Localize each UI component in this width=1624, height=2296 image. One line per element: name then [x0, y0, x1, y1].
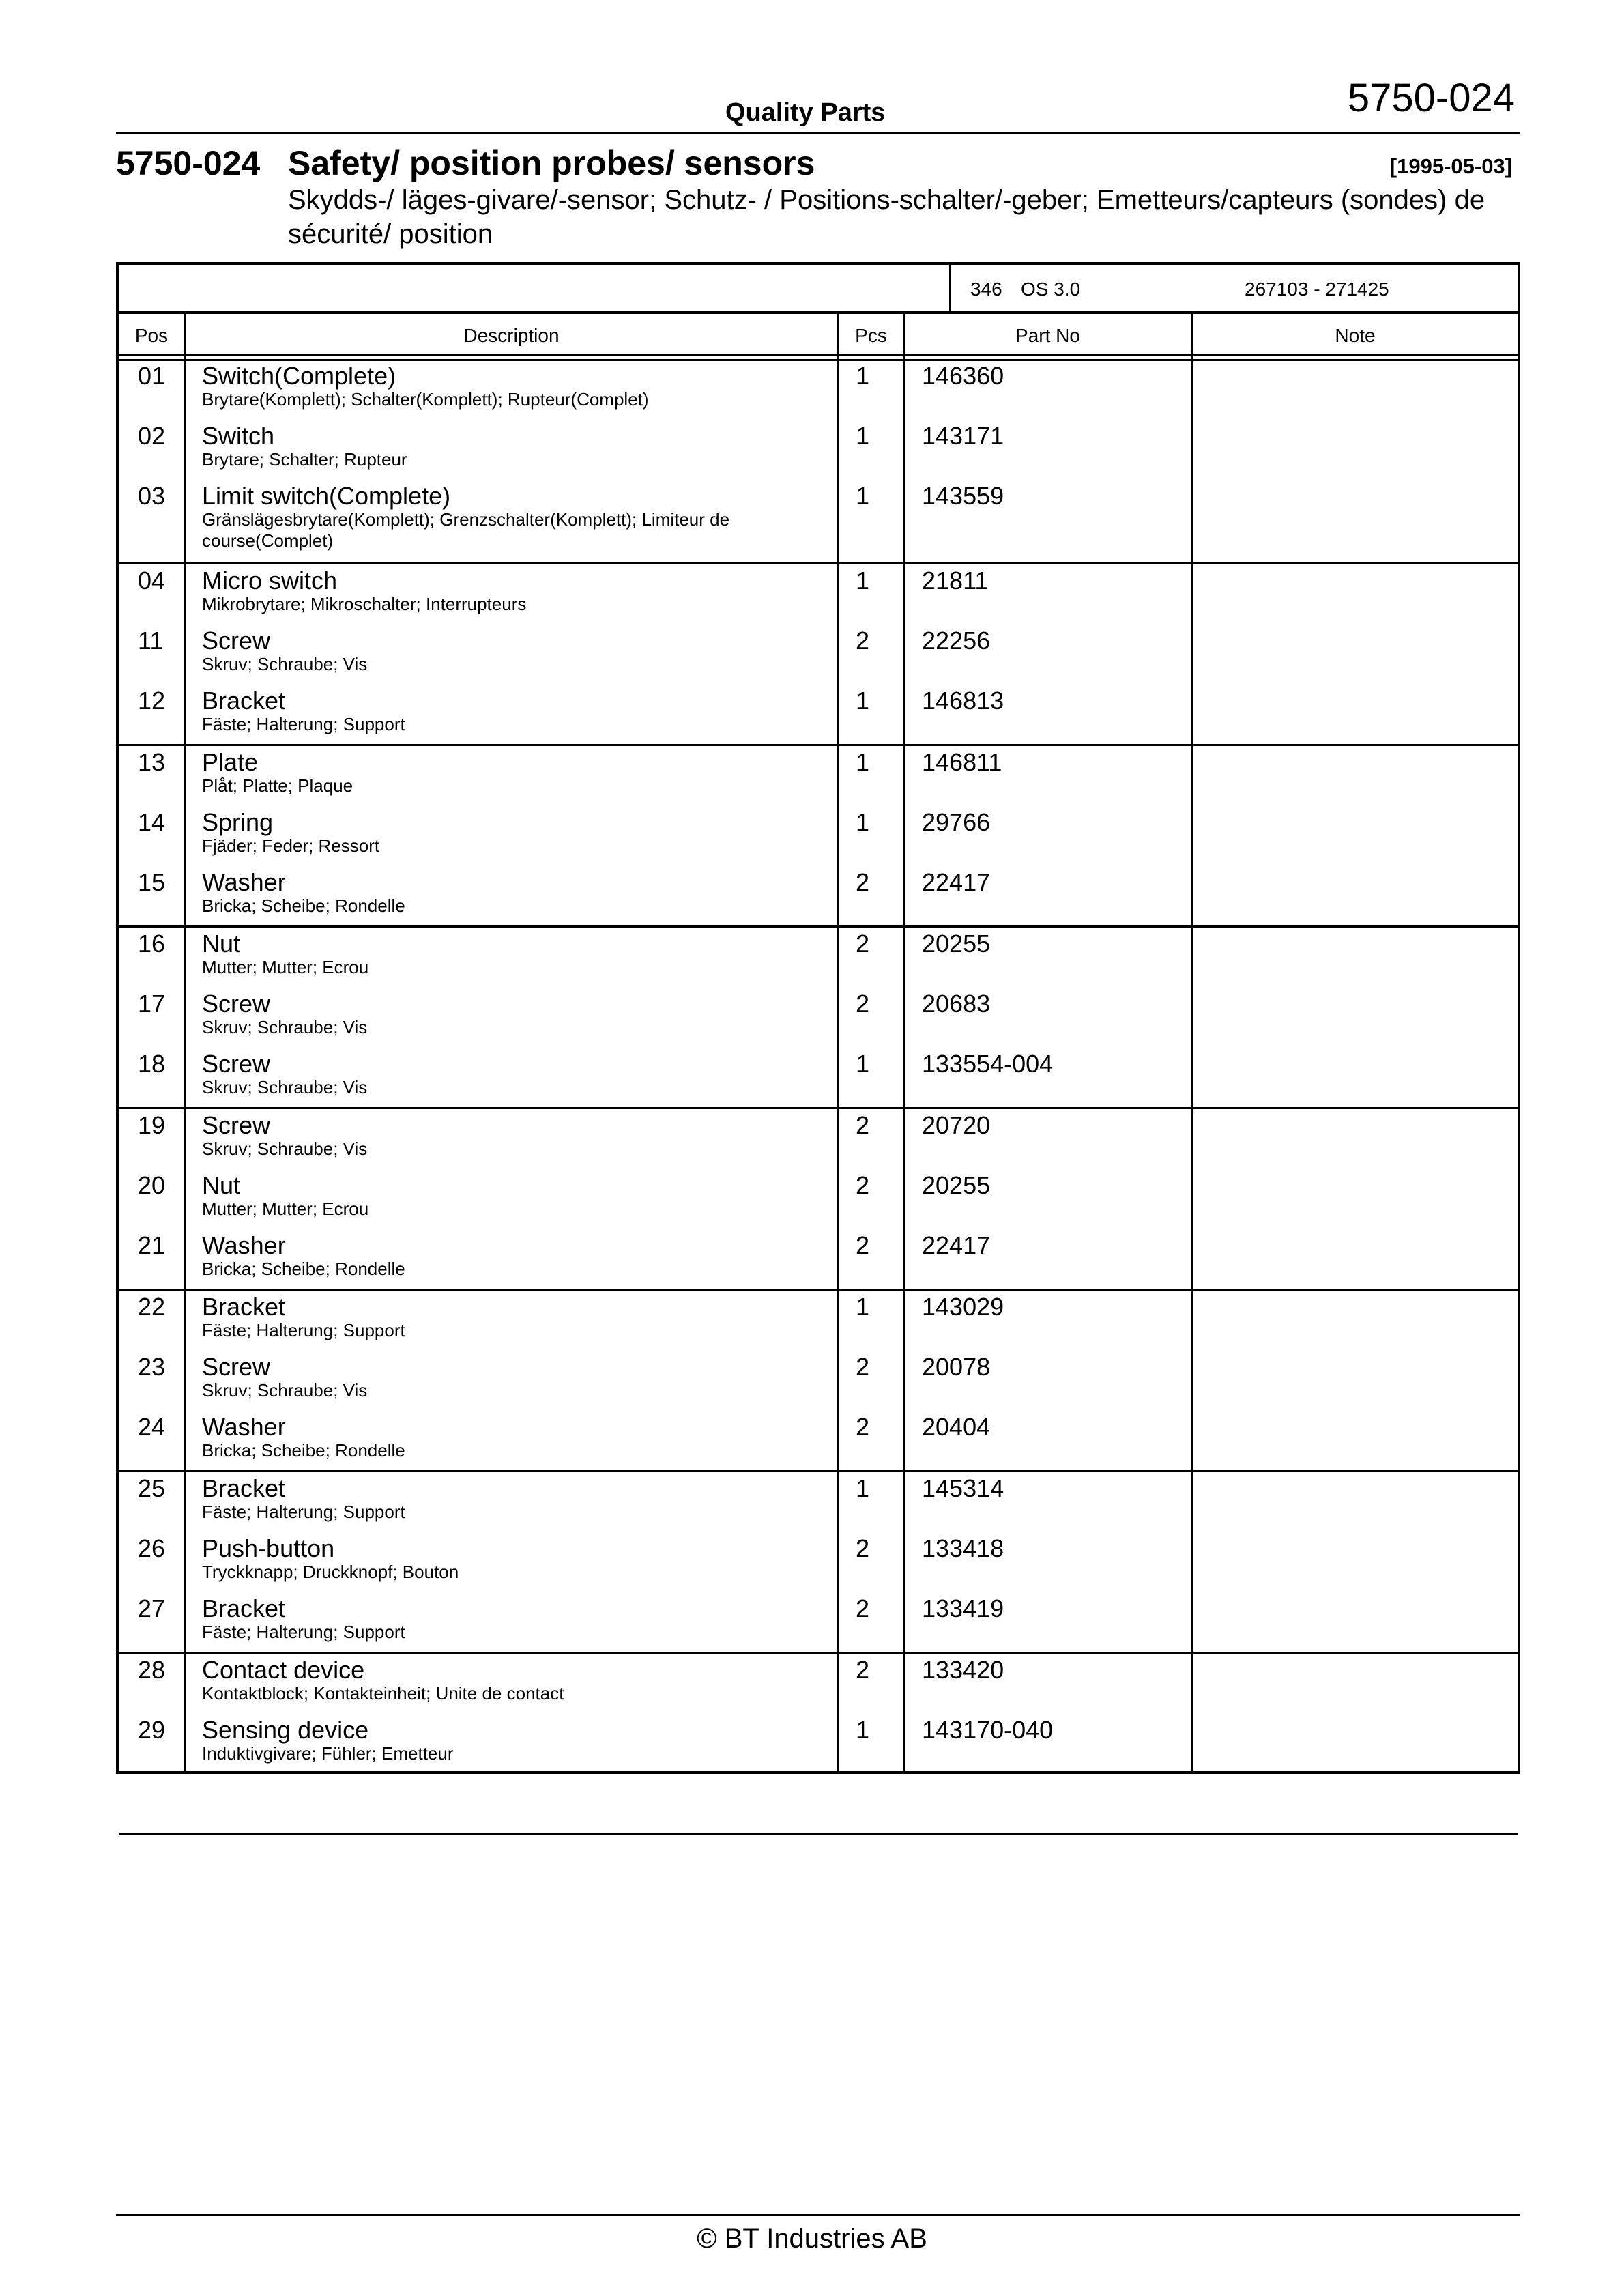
table-row — [119, 1656, 1518, 1716]
row-part-no: 20255 — [922, 930, 991, 958]
table-row — [119, 748, 1518, 808]
row-pcs: 2 — [856, 1656, 870, 1684]
row-description: Screw — [202, 627, 271, 655]
row-translation: Gränslägesbrytare(Komplett); Grenzschalter(Komplett); Limiteur de course(Complet) — [202, 509, 730, 551]
row-translation: Induktivgivare; Fühler; Emetteur — [202, 1743, 454, 1764]
table-row — [119, 1171, 1518, 1231]
table-row — [119, 1594, 1518, 1654]
group-rule — [119, 562, 1518, 564]
row-pcs: 1 — [856, 748, 870, 776]
row-part-no: 133418 — [922, 1534, 1004, 1562]
row-pos: 29 — [138, 1716, 166, 1744]
row-translation: Brytare(Komplett); Schalter(Komplett); Rupteur(Complet) — [202, 389, 649, 410]
row-part-no: 20683 — [922, 990, 991, 1018]
row-pcs: 1 — [856, 422, 870, 450]
row-pcs: 2 — [856, 990, 870, 1018]
row-description: Push-button — [202, 1534, 335, 1562]
row-pcs: 1 — [856, 1050, 870, 1078]
table-row — [119, 1474, 1518, 1534]
section-title: Safety/ position probes/ sensors — [288, 144, 815, 182]
row-translation: Fjäder; Feder; Ressort — [202, 835, 380, 856]
row-pcs: 2 — [856, 1171, 870, 1199]
row-translation: Plåt; Platte; Plaque — [202, 775, 353, 796]
table-row — [119, 422, 1518, 482]
row-translation: Brytare; Schalter; Rupteur — [202, 449, 407, 470]
row-pcs: 1 — [856, 566, 870, 594]
table-row — [119, 566, 1518, 627]
row-description: Nut — [202, 930, 241, 958]
row-description: Washer — [202, 1231, 286, 1259]
table-row — [119, 868, 1518, 928]
row-pos: 01 — [138, 362, 166, 390]
table-row — [119, 1716, 1518, 1776]
header-note: Note — [1335, 325, 1376, 346]
table-row — [119, 687, 1518, 747]
header-rule — [119, 354, 1518, 356]
row-description: Spring — [202, 808, 274, 836]
header-pos: Pos — [134, 325, 169, 346]
table-row — [119, 1231, 1518, 1291]
row-part-no: 20720 — [922, 1111, 991, 1139]
row-description: Plate — [202, 748, 259, 776]
row-part-no: 133420 — [922, 1656, 1004, 1684]
row-pos: 28 — [138, 1656, 166, 1684]
row-part-no: 146811 — [922, 748, 1002, 776]
row-description: Washer — [202, 868, 286, 896]
info-model: 346 — [970, 278, 1002, 300]
row-part-no: 133419 — [922, 1594, 1004, 1622]
row-description: Switch — [202, 422, 275, 450]
info-os: OS 3.0 — [1021, 278, 1081, 300]
row-translation: Mutter; Mutter; Ecrou — [202, 1199, 369, 1219]
row-description: Screw — [202, 1050, 271, 1078]
table-row — [119, 1111, 1518, 1171]
row-translation: Bricka; Scheibe; Rondelle — [202, 895, 405, 916]
row-pcs: 1 — [856, 808, 870, 836]
info-divider — [949, 265, 951, 311]
row-description: Limit switch(Complete) — [202, 482, 451, 510]
row-pos: 16 — [138, 930, 166, 958]
row-part-no: 146360 — [922, 362, 1004, 390]
row-translation: Skruv; Schraube; Vis — [202, 1138, 368, 1159]
row-translation: Bricka; Scheibe; Rondelle — [202, 1259, 405, 1279]
section-date: [1995-05-03] — [1389, 154, 1512, 178]
row-part-no: 21811 — [922, 566, 989, 594]
header-page-code: 5750-024 — [1347, 76, 1515, 120]
row-part-no: 146813 — [922, 687, 1004, 715]
header-part-no: Part No — [1015, 325, 1080, 346]
row-pcs: 2 — [856, 1231, 870, 1259]
row-pos: 19 — [138, 1111, 166, 1139]
row-translation: Skruv; Schraube; Vis — [202, 1077, 368, 1097]
row-description: Switch(Complete) — [202, 362, 396, 390]
row-pcs: 1 — [856, 1293, 870, 1321]
row-pos: 27 — [138, 1594, 166, 1622]
row-pos: 18 — [138, 1050, 166, 1078]
row-pcs: 2 — [856, 868, 870, 896]
section-subtitle: Skydds-/ läges-givare/-sensor; Schutz- / Positions-schalter/-geber; Emetteurs/capteurs (sondes) de sécurité/ position — [288, 185, 1485, 249]
row-translation: Mikrobrytare; Mikroschalter; Interrupteurs — [202, 594, 527, 614]
row-description: Bracket — [202, 1293, 286, 1321]
row-part-no: 133554-004 — [922, 1050, 1054, 1078]
row-translation: Bricka; Scheibe; Rondelle — [202, 1440, 405, 1461]
row-description: Bracket — [202, 1594, 286, 1622]
table-row — [119, 1293, 1518, 1353]
row-description: Screw — [202, 1111, 271, 1139]
row-description: Contact device — [202, 1656, 365, 1684]
row-pos: 24 — [138, 1413, 166, 1441]
table-row — [119, 990, 1518, 1050]
footer-rule — [116, 2214, 1520, 2216]
row-pos: 04 — [138, 566, 166, 594]
row-translation: Skruv; Schraube; Vis — [202, 1380, 368, 1401]
model-info-box — [116, 262, 1520, 314]
row-part-no: 143559 — [922, 482, 1004, 510]
table-row — [119, 1413, 1518, 1473]
row-pos: 15 — [138, 868, 166, 896]
table-row — [119, 1534, 1518, 1594]
row-pcs: 2 — [856, 1594, 870, 1622]
row-translation: Mutter; Mutter; Ecrou — [202, 957, 369, 977]
row-pcs: 2 — [856, 930, 870, 958]
row-pos: 12 — [138, 687, 166, 715]
row-pos: 23 — [138, 1353, 166, 1381]
row-pcs: 1 — [856, 482, 870, 510]
row-pos: 20 — [138, 1171, 166, 1199]
row-translation: Kontaktblock; Kontakteinheit; Unite de contact — [202, 1683, 564, 1704]
table-row — [119, 930, 1518, 990]
row-translation: Skruv; Schraube; Vis — [202, 1017, 368, 1037]
row-translation: Fäste; Halterung; Support — [202, 1502, 405, 1522]
row-pcs: 2 — [856, 1353, 870, 1381]
row-description: Micro switch — [202, 566, 338, 594]
row-description: Nut — [202, 1171, 241, 1199]
row-pcs: 2 — [856, 627, 870, 655]
row-pos: 03 — [138, 482, 166, 510]
section-code: 5750-024 — [116, 144, 261, 182]
row-pcs: 1 — [856, 1474, 870, 1502]
row-part-no: 22256 — [922, 627, 991, 655]
header-rule — [119, 359, 1518, 361]
row-translation: Fäste; Halterung; Support — [202, 1622, 405, 1642]
row-part-no: 22417 — [922, 868, 991, 896]
row-translation: Fäste; Halterung; Support — [202, 714, 405, 734]
row-pcs: 2 — [856, 1111, 870, 1139]
row-part-no: 145314 — [922, 1474, 1004, 1502]
table-row — [119, 627, 1518, 687]
row-pcs: 2 — [856, 1534, 870, 1562]
row-pcs: 1 — [856, 687, 870, 715]
row-pos: 21 — [138, 1231, 166, 1259]
row-description: Bracket — [202, 687, 286, 715]
row-description: Screw — [202, 990, 271, 1018]
row-pos: 26 — [138, 1534, 166, 1562]
row-part-no: 22417 — [922, 1231, 991, 1259]
row-description: Washer — [202, 1413, 286, 1441]
row-description: Bracket — [202, 1474, 286, 1502]
row-pos: 22 — [138, 1293, 166, 1321]
row-part-no: 20255 — [922, 1171, 991, 1199]
row-pos: 13 — [138, 748, 166, 776]
row-description: Screw — [202, 1353, 271, 1381]
row-part-no: 20078 — [922, 1353, 991, 1381]
header-description: Description — [463, 325, 560, 346]
row-pos: 02 — [138, 422, 166, 450]
row-part-no: 143029 — [922, 1293, 1004, 1321]
row-pcs: 1 — [856, 1716, 870, 1744]
row-pos: 14 — [138, 808, 166, 836]
header-center-title: Quality Parts — [725, 98, 886, 127]
table-row — [119, 1050, 1518, 1110]
row-pos: 25 — [138, 1474, 166, 1502]
row-translation: Tryckknapp; Druckknopf; Bouton — [202, 1562, 459, 1582]
header-rule — [116, 132, 1520, 134]
info-serial-range: 267103 - 271425 — [1245, 278, 1389, 300]
footer-copyright: © BT Industries AB — [697, 2224, 927, 2254]
row-description: Sensing device — [202, 1716, 369, 1744]
row-translation: Skruv; Schraube; Vis — [202, 654, 368, 674]
row-translation: Fäste; Halterung; Support — [202, 1320, 405, 1340]
row-part-no: 29766 — [922, 808, 991, 836]
group-rule — [119, 1833, 1518, 1835]
row-part-no: 143170-040 — [922, 1716, 1054, 1744]
table-row — [119, 482, 1518, 551]
table-row — [119, 808, 1518, 868]
row-pcs: 1 — [856, 362, 870, 390]
table-row — [119, 362, 1518, 422]
parts-table — [116, 314, 1520, 1774]
header-pcs: Pcs — [855, 325, 887, 346]
row-pos: 17 — [138, 990, 166, 1018]
row-part-no: 20404 — [922, 1413, 991, 1441]
table-row — [119, 1353, 1518, 1413]
row-part-no: 143171 — [922, 422, 1004, 450]
row-pcs: 2 — [856, 1413, 870, 1441]
row-pos: 11 — [138, 627, 164, 655]
